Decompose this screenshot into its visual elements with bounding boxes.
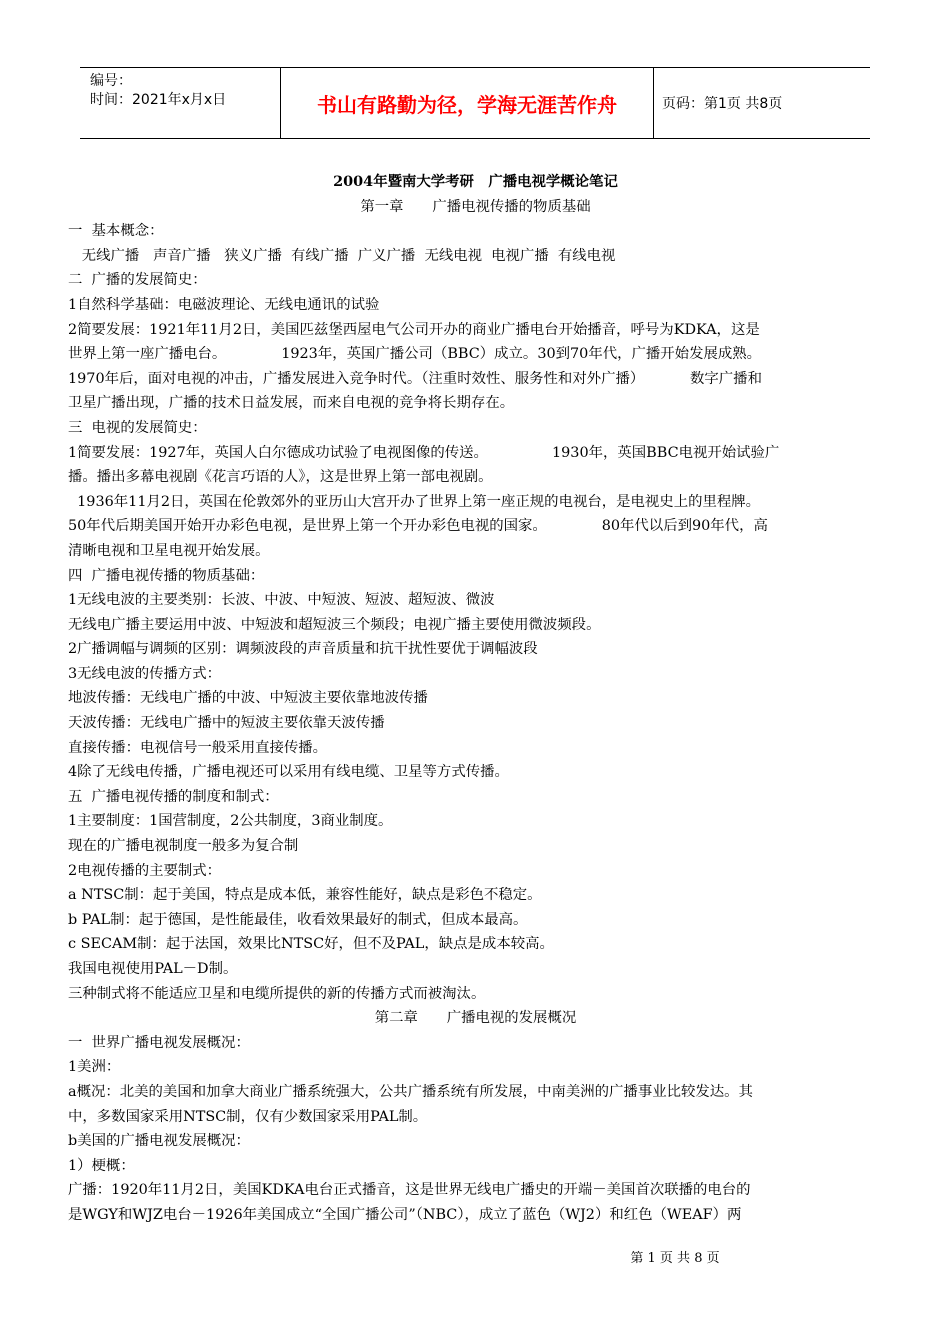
text-line: 1无线电波的主要类别：长波、中波、中短波、短波、超短波、微波 xyxy=(68,592,495,609)
text-line: 2广播调幅与调频的区别：调频波段的声音质量和抗干扰性要优于调幅波段 xyxy=(68,641,538,658)
text-line: 清晰电视和卫星电视开始发展。 xyxy=(68,542,270,559)
text-line: 1）梗概： xyxy=(68,1157,135,1174)
text-line: 1936年11月2日，英国在伦敦郊外的亚历山大宫开办了世界上第一座正规的电视台，是电视史上的里程牌。 xyxy=(68,493,761,510)
heading-line: 2004年暨南大学考研 广播电视学概论笔记 xyxy=(333,173,618,190)
text-line: 2简要发展：1921年11月2日，美国匹兹堡西屋电气公司开办的商业广播电台开始播音，呼号为KDKA，这是 xyxy=(68,321,760,338)
header-left-cell xyxy=(80,68,281,138)
document-body xyxy=(68,170,883,1228)
text-line: 卫星广播出现，广播的技术日益发展，而来自电视的竞争将长期存在。 xyxy=(68,395,515,412)
heading-line: 第一章 广播电视传播的物质基础 xyxy=(360,198,591,215)
text-line: b PAL制：起于德国，是性能最佳，收看效果最好的制式，但成本最高。 xyxy=(68,911,528,928)
text-line: 地波传播：无线电广播的中波、中短波主要依靠地波传播 xyxy=(68,690,428,707)
text-line: 是WGY和WJZ电台－1926年美国成立“全国广播公司”（NBC），成立了蓝色（WJ2）和红色（WEAF）两 xyxy=(68,1206,742,1223)
motto: 书山有路勤为径，学海无涯苦作舟 xyxy=(281,68,654,138)
text-line: 一 世界广播电视发展概况： xyxy=(68,1034,250,1051)
text-line: 二 广播的发展简史： xyxy=(68,272,207,289)
text-line: 50年代后期美国开始开办彩色电视，是世界上第一个开办彩色电视的国家。 80年代以后到90年代，高 xyxy=(68,518,768,535)
text-line: 三种制式将不能适应卫星和电缆所提供的新的传播方式而被淘汰。 xyxy=(68,985,486,1002)
text-line: 1970年后，面对电视的冲击，广播发展进入竞争时代。（注重时效性、服务性和对外广播） 数字广播和 xyxy=(68,370,762,387)
text-line: 世界上第一座广播电台。 1923年，英国广播公司（BBC）成立。30到70年代，广播开始发展成熟。 xyxy=(68,346,762,363)
id-label: 编号： xyxy=(90,73,132,89)
text-line: 四 广播电视传播的物质基础： xyxy=(68,567,265,584)
page-footer: 第 1 页 共 8 页 xyxy=(630,1251,720,1266)
text-line: 五 广播电视传播的制度和制式： xyxy=(68,788,279,805)
text-line: 4除了无线电传播，广播电视还可以采用有线电缆、卫星等方式传播。 xyxy=(68,764,509,781)
text-line: 1简要发展：1927年，英国人白尔德成功试验了电视图像的传送。 1930年，英国BBC电视开始试验广 xyxy=(68,444,780,461)
text-line: 中，多数国家采用NTSC制，仅有少数国家采用PAL制。 xyxy=(68,1108,428,1125)
text-line: 播。播出多幕电视剧《花言巧语的人》，这是世界上第一部电视剧。 xyxy=(68,469,493,486)
text-line: 我国电视使用PAL－D制。 xyxy=(68,961,238,977)
text-line: 3无线电波的传播方式： xyxy=(68,665,222,682)
time-label: 时间：2021年x月x日 xyxy=(90,92,227,108)
text-line: 1主要制度：1国营制度，2公共制度，3商业制度。 xyxy=(68,813,393,830)
text-line: 无线电广播主要运用中波、中短波和超短波三个频段；电视广播主要使用微波频段。 xyxy=(68,616,601,633)
heading-line: 第二章 广播电视的发展概况 xyxy=(374,1010,577,1027)
text-line: 天波传播：无线电广播中的短波主要依靠天波传播 xyxy=(68,715,385,732)
text-line: 1美洲： xyxy=(68,1059,121,1076)
text-line: 无线广播 声音广播 狭义广播 有线广播 广义广播 无线电视 电视广播 有线电视 xyxy=(68,247,616,264)
text-line: 现在的广播电视制度一般多为复合制 xyxy=(68,838,299,855)
page-info: 页码：第1页 共8页 xyxy=(662,96,783,112)
text-line: 三 电视的发展简史： xyxy=(68,419,207,436)
text-line: a概况：北美的美国和加拿大商业广播系统强大，公共广播系统有所发展，中南美洲的广播事业比较发达。其 xyxy=(68,1083,753,1100)
text-line: 直接传播：电视信号一般采用直接传播。 xyxy=(68,739,328,756)
text-line: b美国的广播电视发展概况： xyxy=(68,1133,250,1150)
text-line: 1自然科学基础：电磁波理论、无线电通讯的试验 xyxy=(68,296,380,313)
text-line: 一 基本概念： xyxy=(68,223,164,240)
text-line: a NTSC制：起于美国，特点是成本低，兼容性能好，缺点是彩色不稳定。 xyxy=(68,887,542,904)
header-table xyxy=(80,67,870,139)
text-line: 2电视传播的主要制式： xyxy=(68,862,222,879)
text-line: 广播：1920年11月2日，美国KDKA电台正式播音，这是世界无线电广播史的开端－美国首次联播的电台的 xyxy=(68,1182,751,1199)
text-line: c SECAM制：起于法国，效果比NTSC好，但不及PAL，缺点是成本较高。 xyxy=(68,936,554,953)
